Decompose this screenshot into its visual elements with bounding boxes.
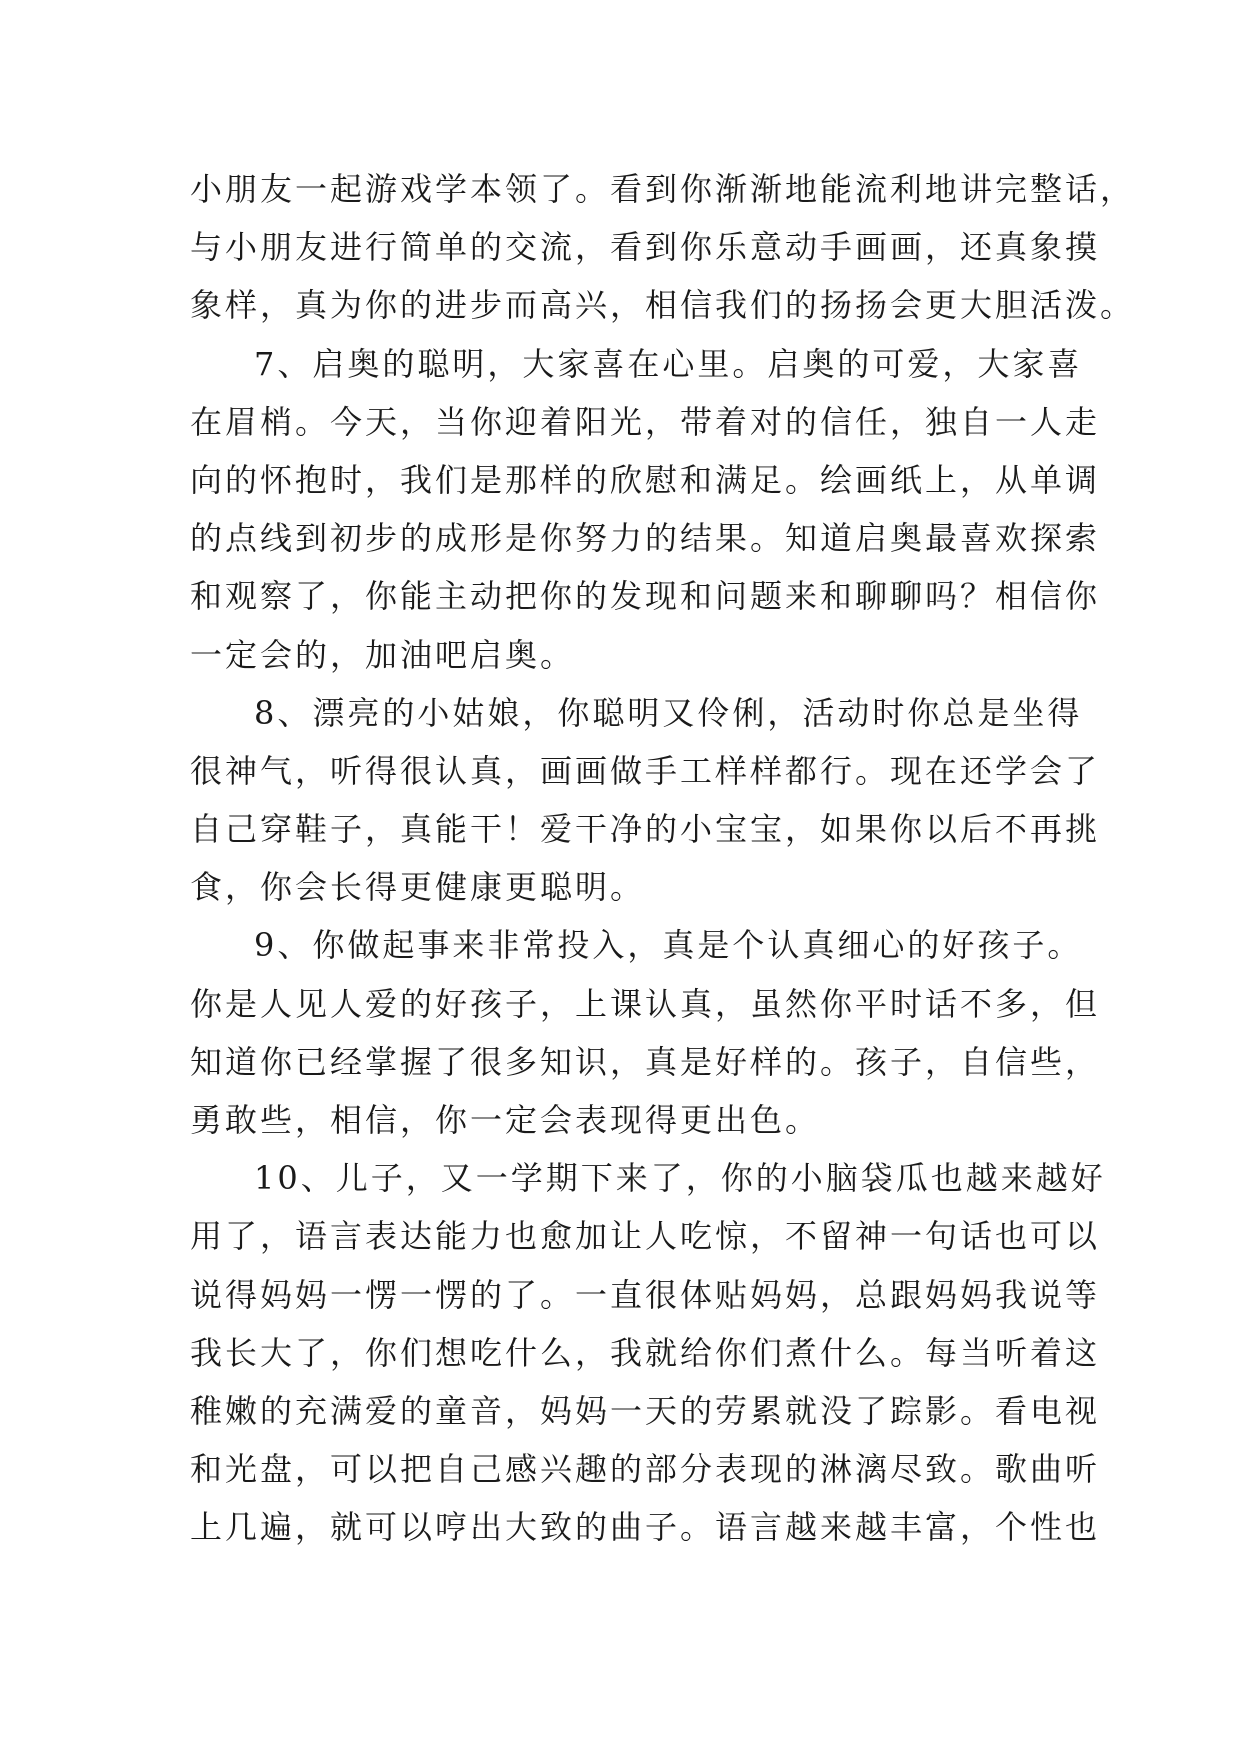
text-line: 用了，语言表达能力也愈加让人吃惊，不留神一句话也可以 <box>190 1217 1101 1256</box>
text-line: 你是人见人爱的好孩子，上课认真，虽然你平时话不多，但 <box>190 984 1101 1023</box>
text-line: 说得妈妈一愣一愣的了。一直很体贴妈妈，总跟妈妈我说等 <box>190 1275 1101 1314</box>
text-line: 象样，真为你的进步而高兴，相信我们的扬扬会更大胆活泼。 <box>190 286 1136 325</box>
text-line: 上几遍，就可以哼出大致的曲子。语言越来越丰富，个性也 <box>190 1508 1101 1547</box>
text-line: 一定会的，加油吧启奥。 <box>190 635 576 674</box>
text-line: 知道你已经掌握了很多知识，真是好样的。孩子，自信些， <box>190 1042 1101 1081</box>
text-line: 勇敢些，相信，你一定会表现得更出色。 <box>190 1101 821 1139</box>
text-line: 在眉梢。今天，当你迎着阳光，带着对的信任，独自一人走 <box>190 402 1101 441</box>
text-line: 小朋友一起游戏学本领了。看到你渐渐地能流利地讲完整话， <box>190 170 1136 208</box>
text-line: 9、你做起事来非常投入，真是个认真细心的好孩子。 <box>254 926 1083 965</box>
text-line: 7、启奥的聪明，大家喜在心里。启奥的可爱，大家喜 <box>254 344 1083 383</box>
text-line: 向的怀抱时，我们是那样的欣慰和满足。绘画纸上，从单调 <box>190 460 1101 499</box>
text-line: 与小朋友进行简单的交流，看到你乐意动手画画，还真象摸 <box>190 228 1101 267</box>
text-line: 我长大了，你们想吃什么，我就给你们煮什么。每当听着这 <box>190 1333 1101 1372</box>
text-line: 食，你会长得更健康更聪明。 <box>190 868 646 907</box>
text-line: 很神气，听得很认真，画画做手工样样都行。现在还学会了 <box>190 751 1101 790</box>
text-line: 8、漂亮的小姑娘，你聪明又伶俐，活动时你总是坐得 <box>254 693 1083 732</box>
text-line: 的点线到初步的成形是你努力的结果。知道启奥最喜欢探索 <box>190 519 1101 558</box>
text-line: 10、儿子，又一学期下来了，你的小脑袋瓜也越来越好 <box>254 1159 1106 1198</box>
document-body <box>190 160 1136 1557</box>
text-line: 稚嫩的充满爱的童音，妈妈一天的劳累就没了踪影。看电视 <box>190 1391 1101 1430</box>
text-line: 自己穿鞋子，真能干！爱干净的小宝宝，如果你以后不再挑 <box>190 810 1101 849</box>
text-line: 和观察了，你能主动把你的发现和问题来和聊聊吗？相信你 <box>190 577 1101 616</box>
text-line: 和光盘，可以把自己感兴趣的部分表现的淋漓尽致。歌曲听 <box>190 1450 1101 1489</box>
